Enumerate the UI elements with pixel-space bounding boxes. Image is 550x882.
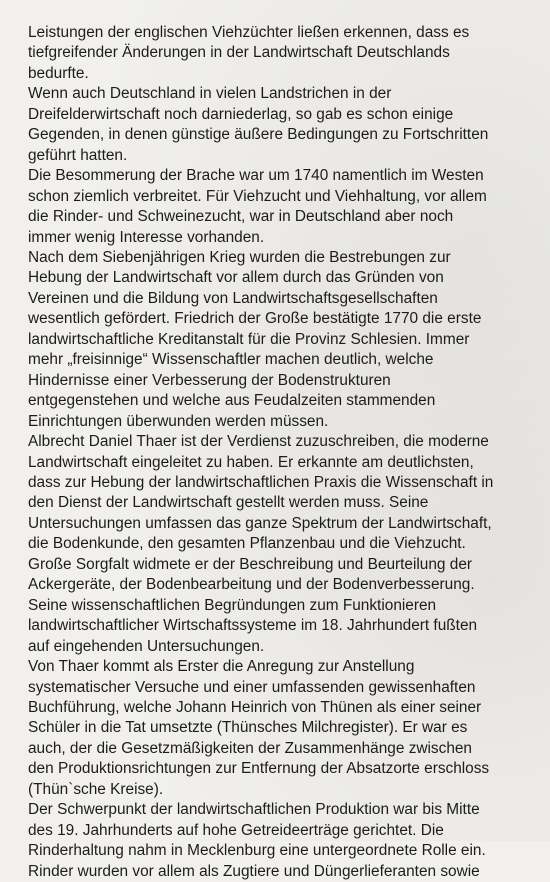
text-line: Hebung der Landwirtschaft vor allem durch das Gründen von: [28, 269, 444, 287]
text-line: des 19. Jahrhunderts auf hohe Getreideerträge gerichtet. Die: [28, 821, 444, 839]
text-line: Der Schwerpunkt der landwirtschaftlichen Produktion war bis Mitte: [28, 801, 480, 819]
text-line: Große Sorgfalt widmete er der Beschreibung und Beurteilung der: [28, 555, 473, 573]
text-line: Rinderhaltung nahm in Mecklenburg eine untergeordnete Rolle ein.: [28, 842, 486, 860]
text-line: Die Besommerung der Brache war um 1740 namentlich im Westen: [28, 167, 484, 185]
text-line: Von Thaer kommt als Erster die Anregung zur Anstellung: [28, 658, 415, 676]
text-line: Landwirtschaft eingeleitet zu haben. Er erkannte am deutlichsten,: [28, 453, 474, 471]
text-line: dass zur Hebung der landwirtschaftlichen Praxis die Wissenschaft in: [28, 473, 494, 491]
body-text: [28, 23, 536, 882]
text-line: tiefgreifender Änderungen in der Landwirtschaft Deutschlands: [28, 44, 450, 62]
text-line: entgegenstehen und welche aus Feudalzeiten stammenden: [28, 392, 436, 410]
text-line: Einrichtungen überwunden werden müssen.: [28, 412, 329, 430]
text-line: landwirtschaftlicher Wirtschaftssysteme im 18. Jahrhundert fußten: [28, 617, 478, 635]
text-line: den Dienst der Landwirtschaft gestellt werden muss. Seine: [28, 494, 429, 512]
text-line: Leistungen der englischen Viehzüchter ließen erkennen, dass es: [28, 24, 470, 41]
text-line: immer wenig Interesse vorhanden.: [28, 228, 265, 246]
text-line: Seine wissenschaftlichen Begründungen zum Funktionieren: [28, 596, 437, 614]
text-line: landwirtschaftliche Kreditanstalt für die Provinz Schlesien. Immer: [28, 330, 470, 348]
text-line: bedurfte.: [28, 64, 89, 82]
text-line: Ackergeräte, der Bodenbearbeitung und der Bodenverbesserung.: [28, 576, 475, 594]
text-line: den Produktionsrichtungen zur Entfernung der Absatzorte erschloss: [28, 760, 490, 778]
text-line: systematischer Versuche und einer umfassenden gewissenhaften: [28, 678, 476, 696]
text-line: Hindernisse einer Verbesserung der Bodenstrukturen: [28, 371, 391, 389]
text-line: geführt hatten.: [28, 146, 128, 164]
text-line: Nach dem Siebenjährigen Krieg wurden die Bestrebungen zur: [28, 248, 451, 266]
text-line: die Bodenkunde, den gesamten Pflanzenbau und die Viehzucht.: [28, 535, 466, 553]
text-line: Rinder wurden vor allem als Zugtiere und Düngerlieferanten sowie: [28, 862, 480, 880]
text-line: Untersuchungen umfassen das ganze Spektrum der Landwirtschaft,: [28, 514, 492, 532]
text-line: auf eingehenden Untersuchungen.: [28, 637, 265, 655]
text-line: Gegenden, in denen günstige äußere Bedingungen zu Fortschritten: [28, 126, 489, 144]
text-line: Schüler in die Tat umsetzte (Thünsches Milchregister). Er war es: [28, 719, 468, 737]
text-line: wesentlich gefördert. Friedrich der Große bestätigte 1770 die erste: [28, 310, 482, 328]
text-line: Dreifelderwirtschaft noch darniederlag, so gab es schon einige: [28, 105, 454, 123]
text-line: mehr „freisinnige“ Wissenschaftler machen deutlich, welche: [28, 351, 434, 369]
text-line: Wenn auch Deutschland in vielen Landstrichen in der: [28, 85, 392, 103]
text-line: schon ziemlich verbreitet. Für Viehzucht und Viehhaltung, vor allem: [28, 187, 487, 205]
text-line: auch, der die Gesetzmäßigkeiten der Zusammenhänge zwischen: [28, 739, 472, 757]
text-line: Albrecht Daniel Thaer ist der Verdienst zuzuschreiben, die moderne: [28, 433, 489, 451]
text-line: Vereinen und die Bildung von Landwirtschaftsgesellschaften: [28, 289, 438, 307]
text-line: (Thün`sche Kreise).: [28, 780, 164, 798]
text-line: Buchführung, welche Johann Heinrich von Thünen als einer seiner: [28, 698, 482, 716]
text-line: die Rinder- und Schweinezucht, war in Deutschland aber noch: [28, 208, 454, 226]
